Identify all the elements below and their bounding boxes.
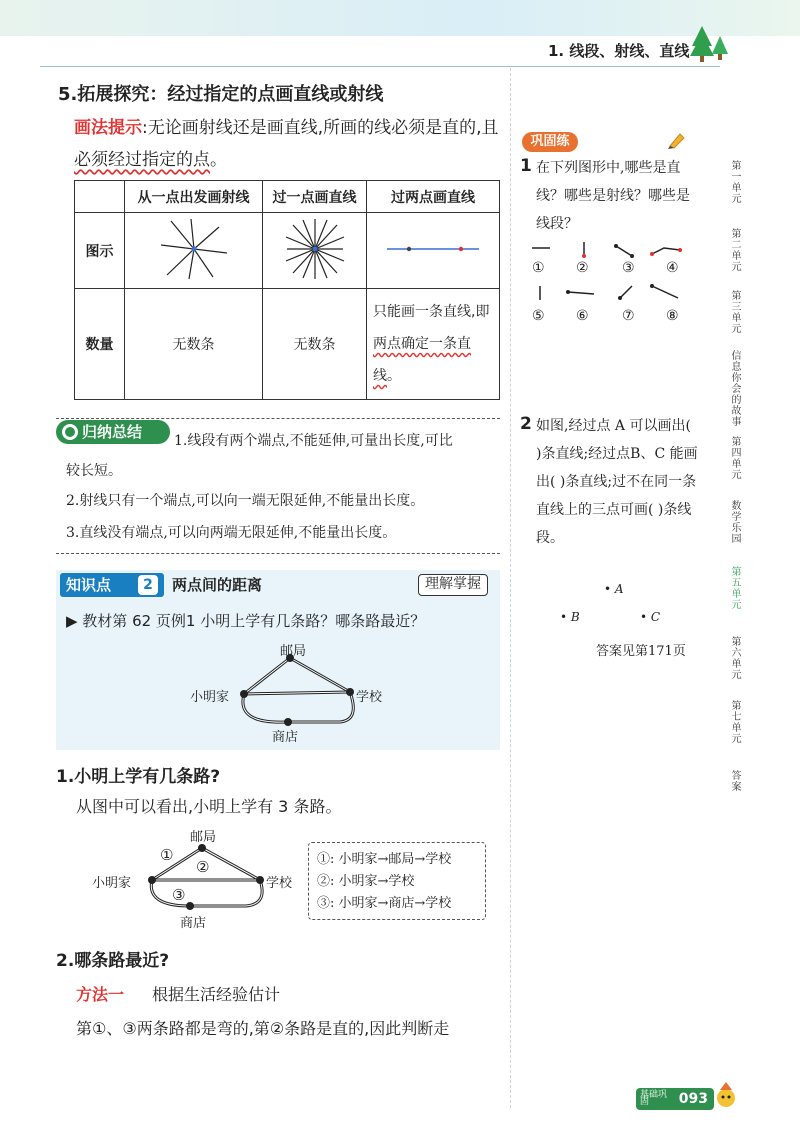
diagram-line-two-points (367, 213, 500, 289)
count3-text-c: 。 (387, 368, 401, 385)
home-marker (240, 690, 248, 698)
table-header-line-two-points: 过两点画直线 (367, 181, 500, 213)
practice-tag: 巩固练 (522, 132, 578, 152)
practice-q2-number: 2 (520, 414, 532, 434)
q2-text: 第①、③两条路都是弯的,第②条路是直的,因此判断走 (76, 1019, 450, 1038)
column-divider (510, 68, 511, 1108)
count-lines-one-point: 无数条 (263, 289, 367, 400)
summary-line2: 2.射线只有一个端点,可以向一端无限延伸,不能量出长度。 (66, 493, 425, 509)
side-tab-math-park[interactable]: 数学乐园 (729, 500, 740, 544)
point-a: • A (604, 582, 624, 596)
practice-q1-number: 1 (520, 156, 532, 176)
count-rays: 无数条 (125, 289, 263, 400)
legend-route3: ③: 小明家→商店→学校 (317, 896, 452, 911)
route-legend (308, 842, 486, 920)
map2-post-label: 邮局 (190, 830, 217, 845)
lines-through-point-figure (283, 217, 347, 281)
q1-text: 从图中可以看出,小明上学有 3 条路。 (76, 797, 342, 816)
summary-tag: 归纳总结 (56, 420, 170, 444)
side-tab-unit2[interactable]: 第二单元 (729, 228, 740, 272)
hint-text-a: :无论画射线还是画直线,所画的线必须是直的,且 (142, 118, 499, 138)
rays-from-point-figure (159, 217, 229, 281)
knowledge-tag: 知识点 (60, 573, 164, 597)
table-header-line-one-point: 过一点画直线 (263, 181, 367, 213)
knowledge-number: 2 (138, 575, 158, 595)
method-text: 根据生活经验估计 (152, 985, 281, 1004)
knowledge-badge: 理解掌握 (418, 574, 488, 596)
hint-text-b: 必须经过指定的点 (74, 150, 210, 170)
table-header-empty (75, 181, 125, 213)
answer-reference: 答案见第171页 (596, 644, 686, 659)
map2-school-label: 学校 (266, 876, 293, 891)
header-rule (40, 66, 720, 67)
side-tab-unit6[interactable]: 第六单元 (729, 636, 740, 680)
side-tab-answers[interactable]: 答案 (729, 770, 740, 792)
section5-hint (74, 112, 504, 176)
mascot-icon (714, 1082, 738, 1110)
figures-row-2 (528, 282, 688, 304)
hint-label: 画法提示 (74, 118, 142, 138)
diagram-rays (125, 213, 263, 289)
hint-text-c: 。 (210, 150, 227, 170)
side-tab-unit7[interactable]: 第七单元 (729, 700, 740, 744)
shop-marker (284, 718, 292, 726)
map1-shop-label: 商店 (272, 730, 299, 745)
figure-label-2: ② (576, 260, 589, 276)
count3-text-b: 两点确定一条直线 (373, 336, 471, 385)
figure-label-7: ⑦ (622, 308, 635, 324)
map2-shop-label: 商店 (180, 916, 207, 931)
knowledge-title: 两点间的距离 (172, 576, 263, 594)
row-label-diagram: 图示 (75, 213, 125, 289)
row-label-count: 数量 (75, 289, 125, 400)
legend-route2: ②: 小明家→学校 (317, 874, 415, 889)
route2-marker: ② (196, 858, 210, 876)
map2-home-label: 小明家 (92, 876, 132, 891)
footer-label: 基础巩固 (640, 1090, 668, 1107)
summary-line1b: 较长短。 (66, 463, 122, 479)
target-icon (62, 424, 78, 440)
chapter-title: 1. 线段、射线、直线 (548, 42, 690, 60)
figure-label-5: ⑤ (532, 308, 545, 324)
side-tab-unit4[interactable]: 第四单元 (729, 436, 740, 480)
practice-q1-text: 在下列图形中,哪些是直线？哪些是射线？哪些是线段？ (536, 160, 690, 232)
map1-school-label: 学校 (356, 690, 383, 705)
method-label: 方法一 (76, 985, 125, 1004)
side-tab-unit3[interactable]: 第三单元 (729, 290, 740, 334)
page-number: 093 (636, 1088, 714, 1110)
route1-marker: ① (160, 846, 174, 864)
drawing-table (74, 180, 500, 400)
school-marker (346, 688, 354, 696)
tree-icon (686, 22, 730, 64)
textbook-reference: ▶ 教材第 62 页例1 小明上学有几条路？哪条路最近？ (66, 612, 426, 630)
table-header-ray: 从一点出发画射线 (125, 181, 263, 213)
figure-label-4: ④ (666, 260, 679, 276)
section5-title: 5.拓展探究：经过指定的点画直线或射线 (58, 84, 384, 105)
point-b: • B (560, 610, 580, 624)
legend-route1: ①: 小明家→邮局→学校 (317, 852, 452, 867)
pencil-icon (666, 130, 688, 150)
figure-label-1: ① (532, 260, 545, 276)
q2-title: 2.哪条路最近? (56, 951, 170, 971)
figure-label-8: ⑧ (666, 308, 679, 324)
count-lines-two-points (367, 289, 500, 400)
header-band (0, 0, 800, 36)
count3-text-a: 只能画一条直线,即 (373, 304, 490, 321)
figure-label-6: ⑥ (576, 308, 589, 324)
summary-line3: 3.直线没有端点,可以向两端无限延伸,不能量出长度。 (66, 525, 397, 541)
route3-marker: ③ (172, 886, 186, 904)
map1-home-label: 小明家 (190, 690, 230, 705)
practice-q2-text: 如图,经过点 A 可以画出( )条直线;经过点B、C 能画出( )条直线;过不在同一条直线上的三点可画( )条线段。 (536, 418, 698, 546)
point-c: • C (640, 610, 661, 624)
map1-post-label: 邮局 (280, 644, 307, 659)
q1-title: 1.小明上学有几条路? (56, 767, 221, 787)
diagram-lines-one-point (263, 213, 367, 289)
figure-label-3: ③ (622, 260, 635, 276)
side-tab-unit5[interactable]: 第五单元 (729, 566, 740, 610)
side-tab-unit1[interactable]: 第一单元 (729, 160, 740, 204)
summary-line1: 1.线段有两个端点,不能延伸,可量出长度,可比 (174, 433, 453, 449)
side-tab-story[interactable]: 信息你会的故事 (729, 350, 740, 427)
line-through-two-points-figure (383, 239, 483, 259)
